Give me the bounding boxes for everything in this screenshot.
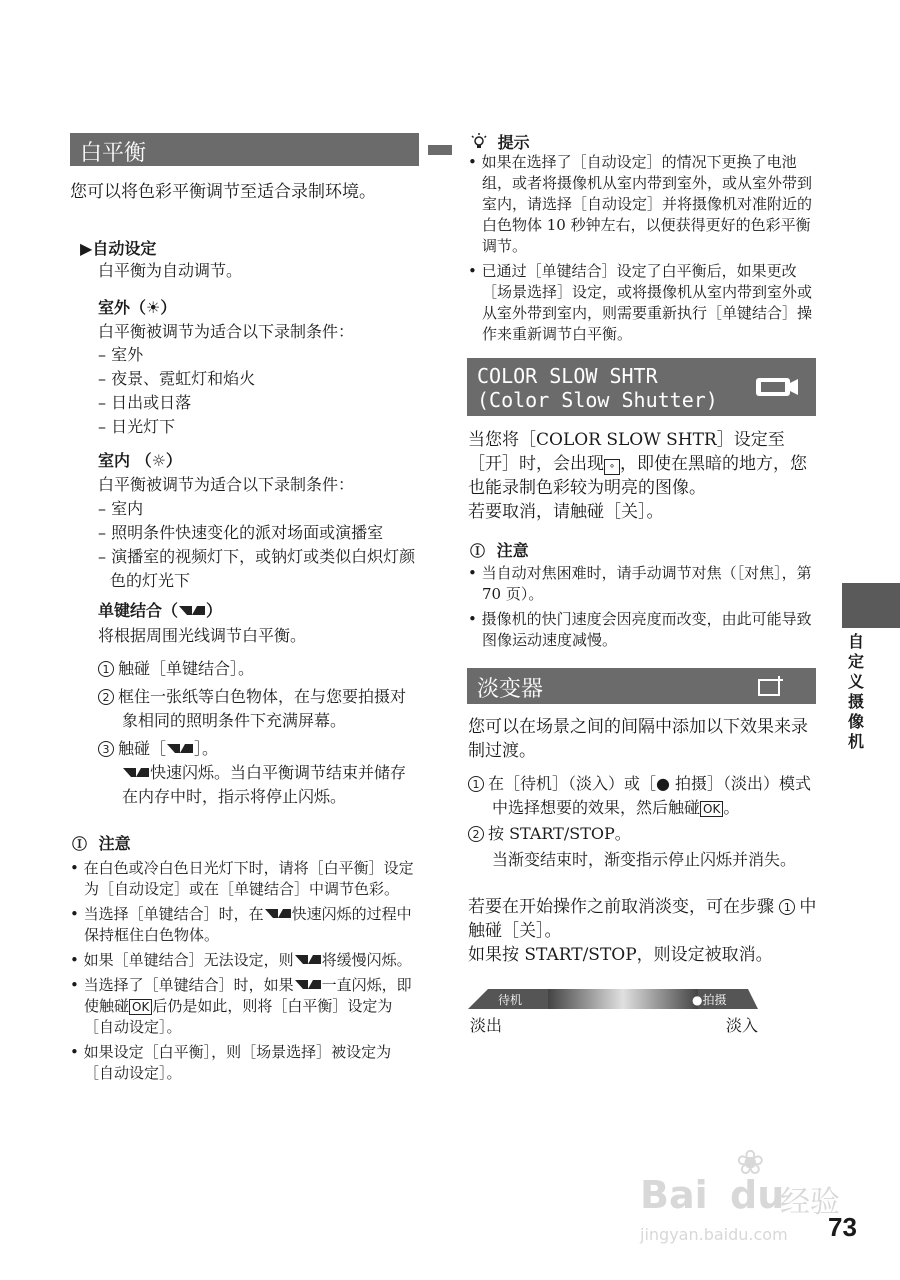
fader-header <box>467 668 816 704</box>
caution-icon: Ⓘ <box>72 835 88 853</box>
one-push-heading: 单键结合（ ） <box>98 601 223 620</box>
one-push-wb-icon <box>122 765 150 779</box>
fader-diagram <box>468 985 768 1035</box>
ok-button-icon: OK <box>700 801 723 817</box>
one-push-wb-icon <box>294 977 322 991</box>
auto-label: 自动设定 <box>92 239 157 258</box>
list-item: • 当选择［单键结合］时，在 快速闪烁的过程中保持框住白色物体。 <box>70 905 412 944</box>
section-title: 白平衡 <box>80 141 147 166</box>
fader-steps <box>468 772 818 872</box>
list-item: • 如果［单键结合］无法设定，则 将缓慢闪烁。 <box>70 951 412 969</box>
auto-desc: 白平衡为自动调节。 <box>98 261 243 280</box>
one-push-steps <box>98 657 420 809</box>
list-item: – 室外 <box>98 345 144 364</box>
step-3-note: 快速闪烁。当白平衡调节结束并储存在内存中时，指示将停止闪烁。 <box>122 763 407 806</box>
camera-mode-icon <box>422 139 466 165</box>
list-item: – 室内 <box>98 499 144 518</box>
wb-note-heading: Ⓘ 注意 <box>72 834 131 853</box>
list-item: • 当自动对焦困难时，请手动调节对焦（［对焦］，第 70 页）。 <box>468 564 812 603</box>
standby-label: 待机 <box>498 993 523 1007</box>
camera-mode-icon <box>755 376 799 402</box>
list-item: – 照明条件快速变化的派对场面或演播室 <box>98 523 384 542</box>
fader-cancel: 若要在开始操作之前取消淡变，可在步骤 1 中触碰［关］。 如果按 START/STOP，则设定被取消。 <box>468 897 817 965</box>
side-tab <box>842 583 900 628</box>
outdoor-heading: 室外（☀） <box>98 298 177 317</box>
one-push-wb-icon <box>264 906 292 920</box>
list-item: – 日出或日落 <box>98 393 192 412</box>
one-push-wb-icon <box>294 952 322 966</box>
list-item: • 在白色或冷白色日光灯下时，请将［白平衡］设定为［自动设定］或在［单键结合］中调节色彩。 <box>70 859 414 898</box>
record-label: ●拍摄 <box>692 993 727 1007</box>
step-2: 2 按 START/STOP。 <box>468 822 818 846</box>
default-arrow-icon: ▶ <box>80 239 93 258</box>
step-1: 1 触碰［单键结合］。 <box>98 657 420 681</box>
color-slow-note-heading: Ⓘ 注意 <box>470 541 529 560</box>
baidu-watermark: ❀ Bai du 经验 jingyan.baidu.com <box>640 1143 840 1244</box>
step-2-note: 当渐变结束时，渐变指示停止闪烁并消失。 <box>492 850 797 869</box>
lightbulb-icon <box>470 133 494 152</box>
step-1: 1 在［待机］（淡入）或［● 拍摄］（淡出）模式中选择想要的效果，然后触碰 OK 。 <box>468 772 818 820</box>
list-item: • 摄像机的快门速度会因亮度而改变，由此可能导致图像运动速度减慢。 <box>468 610 812 649</box>
auto-setting-heading <box>80 236 156 259</box>
one-push-wb-icon <box>166 741 194 755</box>
white-balance-header <box>70 133 419 166</box>
list-item: • 如果在选择了［自动设定］的情况下更换了电池组，或者将摄像机从室内带到室外，或从室外带到室内，请选择［自动设定］并将摄像机对准附近的白色物体 10 秒钟左右，以便获得更好的色彩平衡调节。 <box>468 153 813 255</box>
section-title: 淡变器 <box>477 677 544 702</box>
color-slow-header <box>467 358 816 416</box>
step-2: 2 框住一张纸等白色物体，在与您要拍摄对象相同的照明条件下充满屏幕。 <box>98 685 420 733</box>
list-item: • 如果设定［白平衡］，则［场景选择］被设定为［自动设定］。 <box>70 1043 392 1082</box>
step-number-icon: 3 <box>98 741 114 757</box>
list-item: • 当选择了［单键结合］时，如果 一直闪烁，即使触碰 OK 后仍是如此，则将［白平衡］设定为［自动设定］。 <box>70 976 412 1036</box>
one-push-desc: 将根据周围光线调节白平衡。 <box>98 626 307 645</box>
step-number-icon: 1 <box>779 899 795 915</box>
indoor-list <box>98 497 418 593</box>
white-balance-intro: 您可以将色彩平衡调节至适合录制环境。 <box>70 182 376 202</box>
step-number-icon: 2 <box>98 689 114 705</box>
memory-card-mode-icon <box>757 674 787 702</box>
color-slow-notes <box>468 563 818 655</box>
one-push-wb-icon <box>178 603 206 617</box>
caution-icon: Ⓘ <box>470 542 486 560</box>
color-slow-body: 当您将［COLOR SLOW SHTR］设定至［开］时，会出现 ∘ ，即使在黑暗的地方，您也能录制色彩较为明亮的图像。 若要取消，请触碰［关］。 <box>468 430 807 522</box>
outdoor-list <box>98 343 418 439</box>
list-item: – 夜景、霓虹灯和焰火 <box>98 369 256 388</box>
tips-heading: 提示 <box>470 130 530 153</box>
step-number-icon: 1 <box>98 661 114 677</box>
side-tab-label: 自定义摄像机 <box>847 632 864 751</box>
one-push-label: 单键结合（ <box>98 601 179 620</box>
list-item: – 日光灯下 <box>98 417 176 436</box>
step-number-icon: 1 <box>468 776 484 792</box>
list-item: • 已通过［单键结合］设定了白平衡后，如果更改［场景选择］设定，或将摄像机从室内带到室外或从室外带到室内，则需要重新执行［单键结合］操作来重新调节白平衡。 <box>468 262 813 343</box>
color-slow-indicator-icon: ∘ <box>604 459 620 475</box>
fade-in-label: 淡入 <box>726 1016 759 1035</box>
step-3: 3 触碰［ ］。 <box>98 737 420 761</box>
step-number-icon: 2 <box>468 826 484 842</box>
indoor-heading: 室内 （☼） <box>98 451 182 470</box>
tips-list <box>468 152 818 349</box>
page-number: 73 <box>828 1212 857 1242</box>
baidu-paw-icon: ❀ <box>736 1143 765 1183</box>
outdoor-desc: 白平衡被调节为适合以下录制条件： <box>98 322 355 341</box>
section-title: COLOR SLOW SHTR (Color Slow Shutter) <box>477 364 718 412</box>
fade-out-label: 淡出 <box>470 1016 503 1035</box>
list-item: – 演播室的视频灯下，或钠灯或类似白炽灯颜色的灯光下 <box>98 547 416 590</box>
fader-intro: 您可以在场景之间的间隔中添加以下效果来录制过渡。 <box>468 717 808 761</box>
wb-notes <box>70 858 420 1088</box>
ok-button-icon: OK <box>129 999 152 1015</box>
indoor-desc: 白平衡被调节为适合以下录制条件： <box>98 475 355 494</box>
